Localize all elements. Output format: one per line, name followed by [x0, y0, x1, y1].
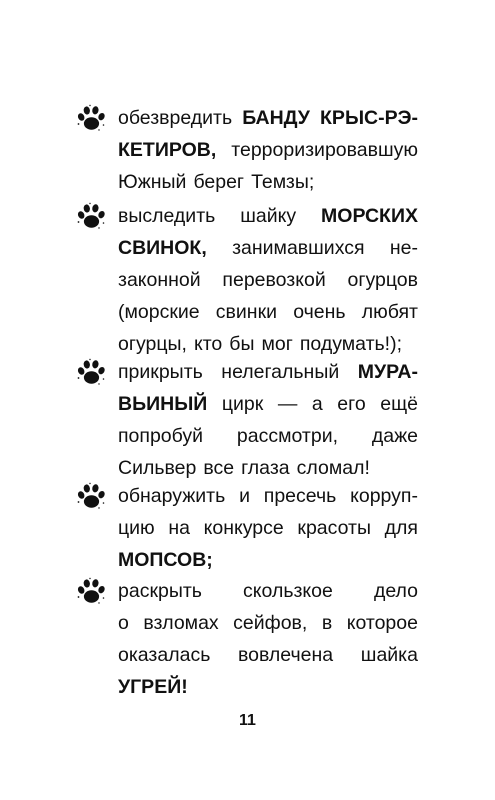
text-line [118, 200, 418, 232]
word: кто [193, 333, 223, 355]
word: берег [193, 171, 245, 193]
bold-word: ВЬИНЫЙ [118, 393, 208, 415]
bold-word: КРЫС-РЭ- [320, 107, 418, 129]
word: Южный [118, 171, 187, 193]
word: рассмотри, [236, 425, 339, 447]
word: которое [346, 612, 418, 634]
word: цию [118, 517, 155, 539]
paw-print-icon [76, 577, 106, 605]
text-line [118, 607, 418, 639]
text-line [118, 480, 418, 512]
word: сломал! [296, 457, 370, 479]
word: выследить [118, 205, 216, 227]
word: перевозкой [222, 269, 326, 291]
text-line [118, 388, 418, 420]
word: оказалась [118, 644, 211, 666]
word: сейфов, [233, 612, 308, 634]
bold-word: МОПСОВ; [118, 549, 213, 571]
word: в [321, 612, 333, 634]
paw-print-icon [76, 202, 106, 230]
word: обнаружить [118, 485, 226, 507]
text-line [118, 356, 418, 388]
word: красоты [297, 517, 371, 539]
bold-word: КЕТИРОВ, [118, 139, 217, 161]
word: корруп- [350, 485, 418, 507]
text-line [118, 671, 418, 703]
paw-print-icon [76, 104, 106, 132]
bold-word: СВИНОК, [118, 237, 207, 259]
bold-word: МУРА- [357, 361, 418, 383]
word: конкурсе [203, 517, 284, 539]
word: (морские [118, 301, 200, 323]
word: нелегальный [221, 361, 340, 383]
word: попробуй [118, 425, 204, 447]
word: о [118, 612, 129, 634]
word: мог [261, 333, 293, 355]
bold-word: МОРСКИХ [321, 205, 418, 227]
text-line [118, 102, 418, 134]
word: пресечь [263, 485, 337, 507]
word: Темзы; [251, 171, 315, 193]
text-line [118, 264, 418, 296]
word: свинки [215, 301, 277, 323]
text-line [118, 134, 418, 166]
word: обезвредить [118, 107, 233, 129]
bold-word: УГРЕЙ! [118, 676, 188, 698]
word: прикрыть [118, 361, 203, 383]
word: вовлечена [238, 644, 334, 666]
word: любят [361, 301, 418, 323]
text-line [118, 512, 418, 544]
word: на [168, 517, 190, 539]
word: занимавшихся [232, 237, 365, 259]
word: его [337, 393, 366, 415]
word: глаза [241, 457, 290, 479]
word: цирк [221, 393, 264, 415]
word: шайка [360, 644, 418, 666]
word: бы [229, 333, 255, 355]
text-line [118, 232, 418, 264]
word: скользкое [243, 580, 333, 602]
text-line [118, 544, 418, 576]
word: взломах [143, 612, 219, 634]
word: — [277, 393, 298, 415]
word: даже [371, 425, 418, 447]
word: шайку [240, 205, 297, 227]
paw-print-icon [76, 482, 106, 510]
text-line [118, 420, 418, 452]
word: а [311, 393, 323, 415]
word: подумать!); [299, 333, 403, 355]
text-line [118, 575, 418, 607]
text-line [118, 296, 418, 328]
word: все [203, 457, 235, 479]
word: Сильвер [118, 457, 197, 479]
word: не- [389, 237, 418, 259]
bold-word: БАНДУ [242, 107, 310, 129]
word: раскрыть [118, 580, 202, 602]
page-number: 11 [239, 712, 256, 729]
word: законной [118, 269, 201, 291]
word: дело [373, 580, 418, 602]
word: очень [293, 301, 346, 323]
paw-print-icon [76, 358, 106, 386]
text-line [118, 166, 418, 198]
word: ещё [380, 393, 418, 415]
word: и [239, 485, 250, 507]
word: огурцы, [118, 333, 187, 355]
text-line [118, 639, 418, 671]
word: для [384, 517, 418, 539]
word: огурцов [347, 269, 418, 291]
word: терроризировавшую [231, 139, 418, 161]
